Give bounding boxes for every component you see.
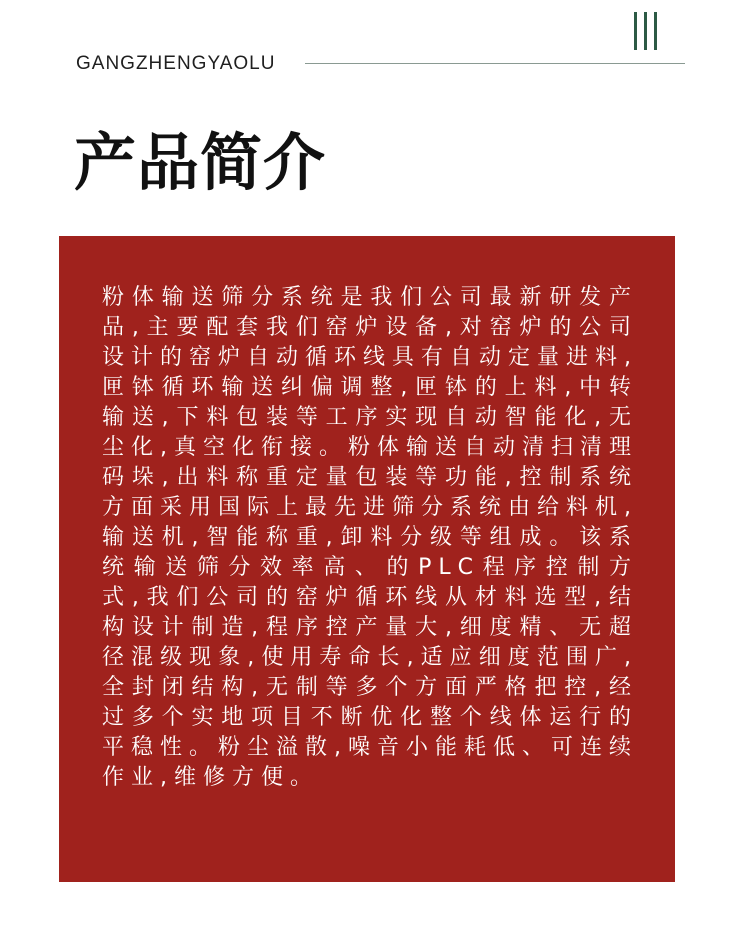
bar-line	[654, 12, 657, 50]
product-description: 粉体输送筛分系统是我们公司最新研发产品,主要配套我们窑炉设备,对窑炉的公司设计的窑炉自动循环线具有自动定量进料,匣钵循环输送纠偏调整,匣钵的上料,中转输送,下料包装等工序实现自动智能化,无尘化,真空化衔接。粉体输送自动清扫清理码垛,出料称重定量包装等功能,控制系统方面采用国际上最先进筛分系统由给料机,输送机,智能称重,卸料分级等组成。该系统输送筛分效率高、的PLC程序控制方式,我们公司的窑炉循环线从材料选型,结构设计制造,程序控产量大,细度精、无超径混级现象,使用寿命长,适应细度范围广,全封闭结构,无制等多个方面严格把控,经过多个实地项目不断优化整个线体运行的平稳性。粉尘溢散,噪音小能耗低、可连续作业,维修方便。	[102, 285, 638, 790]
bar-line	[634, 12, 637, 50]
header-divider	[305, 63, 685, 64]
vertical-bars-icon	[634, 12, 660, 50]
brand-name: GANGZHENGYAOLU	[76, 53, 276, 74]
bar-line	[644, 12, 647, 50]
page-title: 产品简介	[74, 126, 327, 199]
